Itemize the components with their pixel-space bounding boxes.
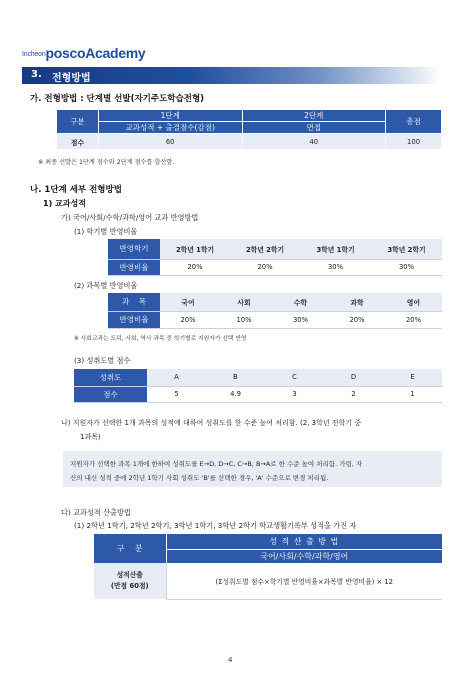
calc-col-title: 성 적 산 출 방 법	[166, 534, 442, 549]
logo-small-text: Incheon	[22, 51, 46, 58]
grade-header: B	[206, 369, 265, 386]
grade-value: 1	[383, 386, 442, 402]
sub-heading-grades: 1) 교과성적	[43, 199, 86, 208]
semester-header: 3학년 1학기	[300, 239, 371, 259]
subject-value: 20%	[385, 311, 442, 328]
item-da-sub: (1) 2학년 1학기, 2학년 2학기, 3학년 1학기, 3학년 2학기 학교생활기록부 성적을 가진 자	[74, 521, 357, 530]
item-subject: (2) 과목별 반영비율	[74, 281, 138, 290]
grade-value: 2	[324, 386, 383, 402]
section-title: 전형방법	[52, 73, 91, 84]
stage2-sub: 면접	[242, 122, 386, 134]
grade-row-label: 점수	[74, 386, 147, 402]
calc-formula: (Σ성취도별 점수×학기별 반영비율×과목별 반영비율) × 12	[166, 563, 442, 599]
semester-value: 20%	[230, 259, 300, 275]
section-number: 3.	[31, 69, 42, 80]
grade-table	[74, 369, 442, 403]
score-label: 점수	[57, 134, 99, 150]
subject-header-label: 과 목	[108, 293, 160, 311]
calc-table	[94, 534, 442, 600]
subject-header: 수학	[272, 293, 329, 311]
explanation-line2: 신의 내신 성적 중에 2학년 1학기 사회 성취도 'B'를 선택한 경우, 'A' 수준으로 변경 처리됨.	[70, 474, 329, 482]
grade-header: A	[147, 369, 206, 386]
item-semester: (1) 학기별 반영비율	[74, 227, 138, 236]
stage2-title: 2단계	[242, 110, 386, 122]
calc-row-label-1: 성적산출	[116, 571, 143, 579]
stage2-score: 40	[242, 134, 386, 150]
subject-value: 30%	[272, 311, 329, 328]
total-score: 100	[386, 134, 442, 150]
item-na-line2: 1과목)	[80, 433, 101, 441]
calc-col-sub: 국어/사회/수학/과학/영어	[166, 549, 442, 563]
grade-value: 4.9	[206, 386, 265, 402]
stage-table-header: 구분	[57, 110, 99, 134]
grade-value: 3	[265, 386, 324, 402]
subject-value: 20%	[329, 311, 385, 328]
semester-header: 3학년 2학기	[371, 239, 442, 259]
subject-row-label: 반영비율	[108, 311, 160, 328]
grade-header: D	[324, 369, 383, 386]
item-da: 다) 교과성적 산출방법	[61, 508, 131, 517]
item-na-line1: 나) 지원자가 선택한 1개 과목의 성적에 대하여 성취도를 한 수준 높여 처리함. (2, 3학년 전학기 중	[61, 419, 362, 427]
stage1-title: 1단계	[98, 110, 242, 122]
stage-table	[56, 109, 442, 150]
subject-header: 과학	[329, 293, 385, 311]
semester-header: 2학년 2학기	[230, 239, 300, 259]
semester-row-label: 반영비율	[108, 259, 160, 275]
semester-value: 30%	[371, 259, 442, 275]
semester-table	[108, 239, 442, 276]
subject-header: 사회	[216, 293, 272, 311]
explanation-line1: 지원자가 선택한 과목 1개에 한하여 성취도를 E→D, D→C, C→B, B→A로 한 수준 높여 처리함. 가령, 자	[70, 460, 363, 468]
subject-value: 20%	[160, 311, 216, 328]
calc-row-label-2: (만점 60점)	[110, 582, 149, 590]
page-number: 4	[228, 656, 233, 664]
total-header: 총점	[386, 110, 442, 134]
final-note: ※ 최종 선발은 1단계 점수와 2단계 점수를 합산함.	[38, 159, 175, 166]
explanation-box	[63, 451, 442, 487]
section-banner	[22, 67, 442, 84]
logo-big-text: poscoAcademy	[45, 45, 146, 61]
semester-value: 30%	[300, 259, 371, 275]
subject-value: 10%	[216, 311, 272, 328]
grade-value: 5	[147, 386, 206, 402]
grade-header: E	[383, 369, 442, 386]
semester-header: 2학년 1학기	[160, 239, 230, 259]
item-grade: (3) 성취도별 점수	[74, 356, 131, 365]
subject-header: 국어	[160, 293, 216, 311]
heading-ga: 가. 전형방법 : 단계별 선발(자기주도학습전형)	[30, 94, 205, 104]
grade-header-label: 성취도	[74, 369, 147, 386]
subject-header: 영어	[385, 293, 442, 311]
stage1-score: 60	[98, 134, 242, 150]
stage1-sub: 교과성적 + 출결점수(감점)	[98, 122, 242, 134]
grade-header: C	[265, 369, 324, 386]
heading-na: 나. 1단계 세부 전형방법	[30, 185, 122, 195]
calc-row-header: 구 분	[94, 534, 166, 563]
semester-header-label: 반영학기	[108, 239, 160, 259]
subject-note: ※ 사회교과는 도덕, 사회, 역사 과목 중 학기별로 지원자가 선택 반영	[74, 336, 247, 342]
academy-logo	[22, 45, 145, 61]
item-ga: 가) 국어/사회/수학/과학/영어 교과 반영방법	[61, 213, 199, 222]
subject-table	[108, 293, 442, 329]
calc-row-label	[94, 563, 166, 599]
semester-value: 20%	[160, 259, 230, 275]
